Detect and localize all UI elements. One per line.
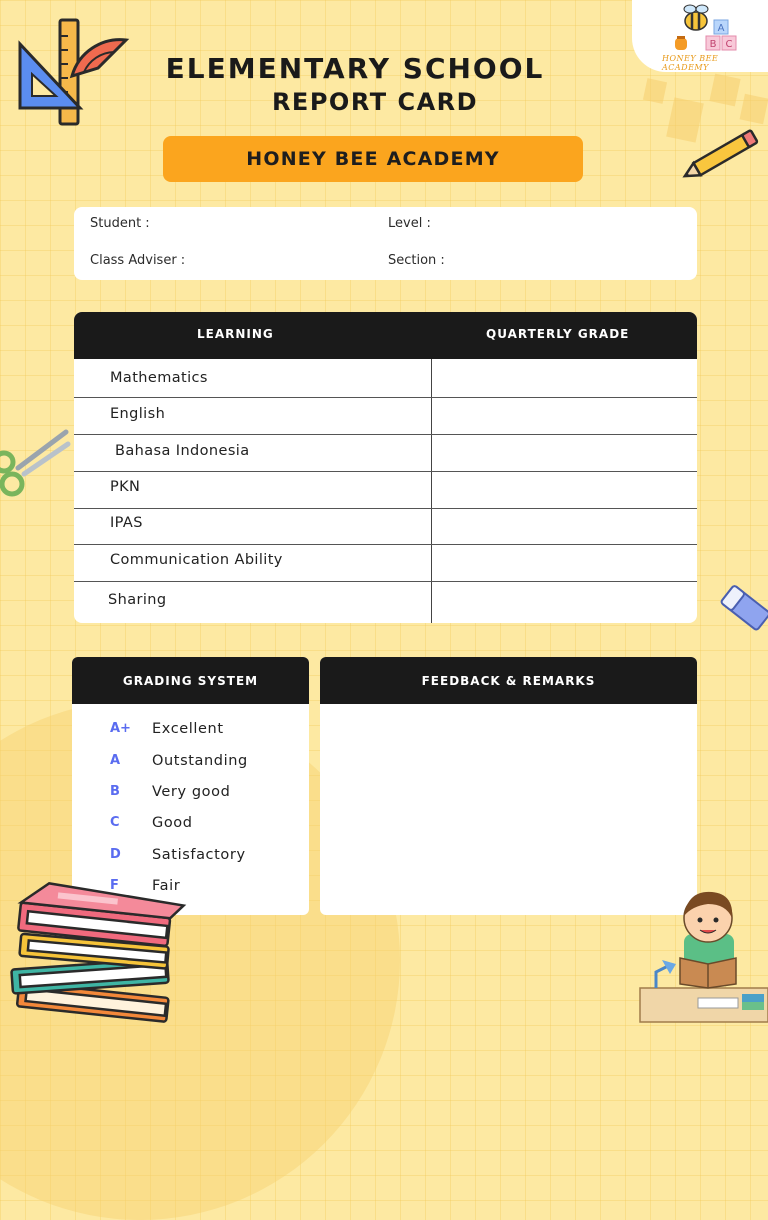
grades-table	[74, 312, 697, 623]
grade-description: Very good	[152, 784, 231, 800]
honey-jar-icon	[672, 34, 690, 52]
logo-caption: HONEY BEE ACADEMY	[662, 54, 719, 72]
grade-scale-item	[72, 847, 309, 871]
subject-name: Communication Ability	[110, 552, 283, 568]
section-label: Section :	[388, 253, 445, 268]
table-row	[74, 435, 697, 472]
grade-description: Fair	[152, 878, 181, 894]
grades-table-header	[74, 312, 697, 359]
level-label: Level :	[388, 216, 431, 231]
grade-cell[interactable]	[432, 359, 697, 397]
grade-cell[interactable]	[432, 509, 697, 544]
grade-letter: A+	[110, 721, 131, 736]
grade-scale-item	[72, 721, 309, 745]
grade-description: Good	[152, 815, 193, 831]
subject-name: PKN	[110, 479, 141, 495]
subject-name: English	[110, 406, 166, 422]
grade-letter: B	[110, 784, 120, 799]
table-row	[74, 582, 697, 623]
feedback-remarks-panel	[320, 657, 697, 915]
grade-letter: D	[110, 847, 121, 862]
grade-cell[interactable]	[432, 545, 697, 581]
page-subtitle: REPORT CARD	[271, 88, 479, 116]
table-row	[74, 509, 697, 545]
boy-reading-icon	[640, 888, 768, 1022]
student-info-card	[74, 207, 697, 280]
subject-name: IPAS	[110, 515, 143, 531]
grade-description: Excellent	[152, 721, 224, 737]
grade-scale-item	[72, 815, 309, 839]
column-header-quarterly-grade: QUARTERLY GRADE	[486, 327, 630, 341]
logo-letter-a: A	[717, 23, 725, 34]
subject-name: Sharing	[108, 592, 167, 608]
student-label: Student :	[90, 216, 150, 231]
logo-letter-b: B	[709, 39, 717, 50]
subject-name: Bahasa Indonesia	[110, 443, 250, 459]
subject-name: Mathematics	[110, 370, 208, 386]
books-stack-icon	[6, 878, 181, 1022]
table-row	[74, 359, 697, 398]
abc-blocks-icon	[704, 18, 740, 54]
grade-cell[interactable]	[432, 398, 697, 434]
scissors-icon	[0, 424, 74, 504]
grade-cell[interactable]	[432, 582, 697, 623]
feedback-remarks-title: FEEDBACK & REMARKS	[320, 657, 697, 704]
remarks-text-area[interactable]	[320, 704, 697, 915]
grade-scale-item	[72, 753, 309, 777]
table-row	[74, 545, 697, 582]
table-row	[74, 472, 697, 509]
grading-system-title: GRADING SYSTEM	[72, 657, 309, 704]
grade-letter: F	[110, 878, 119, 893]
grade-cell[interactable]	[432, 472, 697, 508]
grading-system-panel	[72, 657, 309, 915]
grade-letter: C	[110, 815, 120, 830]
eraser-icon	[716, 578, 768, 638]
table-row	[74, 398, 697, 435]
column-header-learning: LEARNING	[197, 327, 274, 341]
grade-description: Satisfactory	[152, 847, 246, 863]
logo-letter-c: C	[725, 39, 733, 50]
class-adviser-label: Class Adviser :	[90, 253, 186, 268]
grade-letter: A	[110, 753, 121, 768]
pencil-icon	[678, 132, 762, 182]
grade-scale-item	[72, 784, 309, 808]
grade-cell[interactable]	[432, 435, 697, 471]
grade-description: Outstanding	[152, 753, 248, 769]
background-square	[740, 94, 768, 124]
academy-banner: HONEY BEE ACADEMY	[163, 136, 583, 182]
page-title: ELEMENTARY SCHOOL	[165, 52, 545, 85]
